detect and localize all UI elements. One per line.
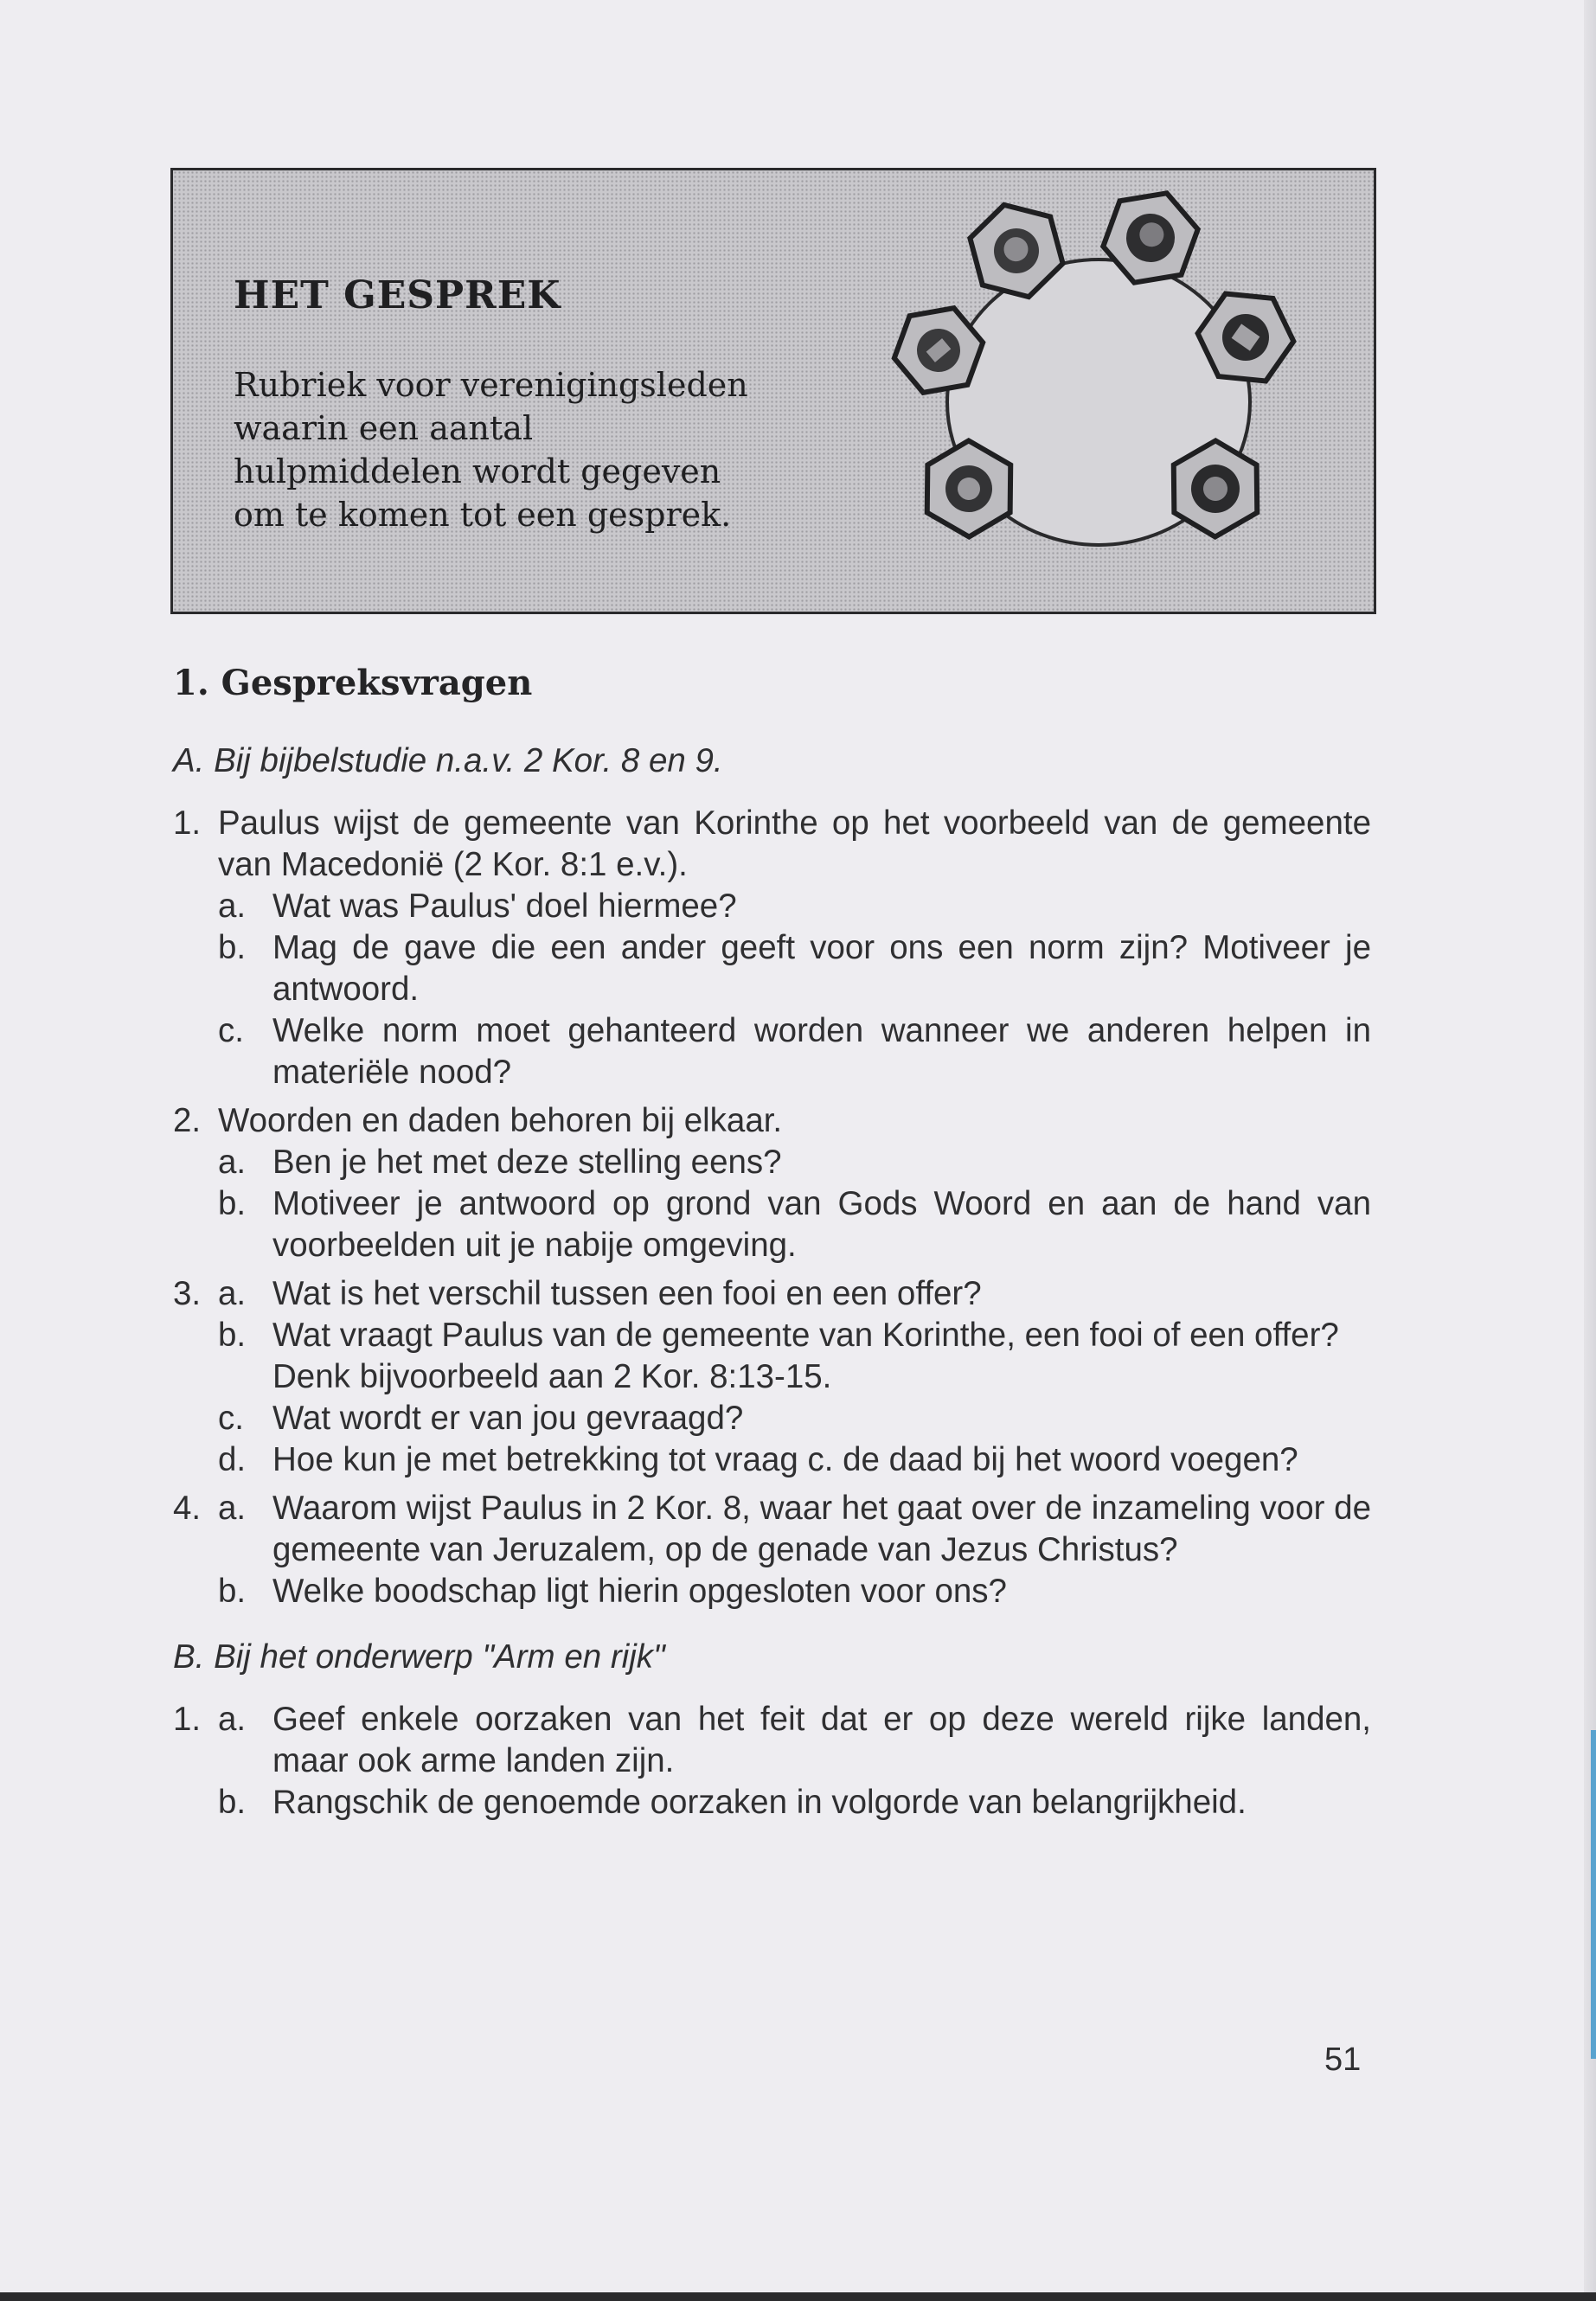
header-description: Rubriek voor verenigingsleden waarin een aantal hulpmiddelen wordt gegeven om te komen tot een gesprek.: [234, 366, 748, 534]
sub-question: [218, 1273, 1371, 1315]
sub-questions: [218, 1699, 1371, 1823]
question-number: 4.: [173, 1490, 202, 1527]
question-item: [173, 1699, 1371, 1823]
question-number: 1.: [173, 804, 202, 842]
sub-question: [218, 927, 1371, 1010]
sub-questions: [218, 1142, 1371, 1266]
sub-text: Ben je het met deze stelling eens?: [272, 1144, 782, 1181]
sub-question: [218, 1571, 1371, 1612]
sub-text: Wat vraagt Paulus van de gemeente van Korinthe, een fooi of een offer?: [272, 1317, 1339, 1354]
sub-text: Welke norm moet gehanteerd worden wanneer we anderen helpen in materiële nood?: [272, 1012, 1371, 1091]
sub-letter: a.: [218, 1275, 247, 1312]
questions-content: [173, 740, 1371, 1830]
sub-letter: c.: [218, 1012, 244, 1049]
sub-question: [218, 1782, 1371, 1823]
sub-question: [218, 1183, 1371, 1266]
question-item: [173, 1100, 1371, 1266]
part-a-questions: [173, 803, 1371, 1612]
sub-letter: b.: [218, 1784, 247, 1821]
sub-letter: a.: [218, 888, 247, 925]
sub-extra-text: Denk bijvoorbeeld aan 2 Kor. 8:13-15.: [272, 1358, 832, 1395]
page-number: 51: [1324, 2041, 1362, 2078]
sub-text: Rangschik de genoemde oorzaken in volgorde van belangrijkheid.: [272, 1784, 1247, 1821]
sub-question: [218, 1010, 1371, 1093]
sub-text: Wat is het verschil tussen een fooi en een offer?: [272, 1275, 982, 1312]
sub-question: [218, 1142, 1371, 1183]
sub-text: Waarom wijst Paulus in 2 Kor. 8, waar het gaat over de inzameling voor de gemeente van Jeruzalem, op de genade van Jezus Christus?: [272, 1490, 1371, 1568]
sub-question: [218, 1398, 1371, 1439]
question-item: [173, 803, 1371, 1093]
sub-letter: b.: [218, 1317, 247, 1354]
sub-letter: c.: [218, 1400, 244, 1437]
question-item: [173, 1273, 1371, 1481]
sub-text: Wat was Paulus' doel hiermee?: [272, 888, 737, 925]
sub-questions: [218, 1273, 1371, 1481]
sub-questions: [218, 886, 1371, 1093]
sub-letter: d.: [218, 1441, 247, 1478]
sub-letter: a.: [218, 1490, 247, 1527]
header-title: HET GESPREK: [234, 273, 561, 317]
question-text: Woorden en daden behoren bij elkaar.: [218, 1102, 783, 1139]
sub-question: [218, 1488, 1371, 1571]
part-b-questions: [173, 1699, 1371, 1823]
people-around-table-illustration: [865, 190, 1324, 597]
sub-letter: b.: [218, 1573, 247, 1610]
sub-letter: b.: [218, 1185, 247, 1222]
sub-question: [218, 1699, 1371, 1782]
question-item: [173, 1488, 1371, 1612]
sub-letter: a.: [218, 1144, 247, 1181]
question-text: Paulus wijst de gemeente van Korinthe op het voorbeeld van de gemeente van Macedonië (2 Kor. 8:1 e.v.).: [218, 804, 1371, 883]
sub-question: [218, 886, 1371, 927]
part-a-heading: A. Bij bijbelstudie n.a.v. 2 Kor. 8 en 9.: [173, 742, 723, 779]
sub-text: Wat wordt er van jou gevraagd?: [272, 1400, 744, 1437]
sub-text: Motiveer je antwoord op grond van Gods Woord en aan de hand van voorbeelden uit je nabije omgeving.: [272, 1185, 1371, 1264]
page-edge-tab: [1591, 1730, 1596, 2059]
part-b-heading: B. Bij het onderwerp "Arm en rijk": [173, 1638, 665, 1676]
sub-text: Hoe kun je met betrekking tot vraag c. de daad bij het woord voegen?: [272, 1441, 1298, 1478]
sub-letter: b.: [218, 929, 247, 966]
section-title: 1. Gespreksvragen: [173, 663, 533, 703]
sub-text: Welke boodschap ligt hierin opgesloten voor ons?: [272, 1573, 1007, 1610]
sub-question: [218, 1315, 1371, 1398]
sub-question: [218, 1439, 1371, 1481]
question-number: 3.: [173, 1275, 202, 1312]
page-bottom-edge: [0, 2292, 1596, 2301]
question-number: 2.: [173, 1102, 202, 1139]
sub-questions: [218, 1488, 1371, 1612]
sub-text: Mag de gave die een ander geeft voor ons een norm zijn? Motiveer je antwoord.: [272, 929, 1371, 1008]
sub-text: Geef enkele oorzaken van het feit dat er op deze wereld rijke landen, maar ook arme landen zijn.: [272, 1701, 1371, 1779]
sub-letter: a.: [218, 1701, 247, 1738]
question-number: 1.: [173, 1701, 202, 1738]
